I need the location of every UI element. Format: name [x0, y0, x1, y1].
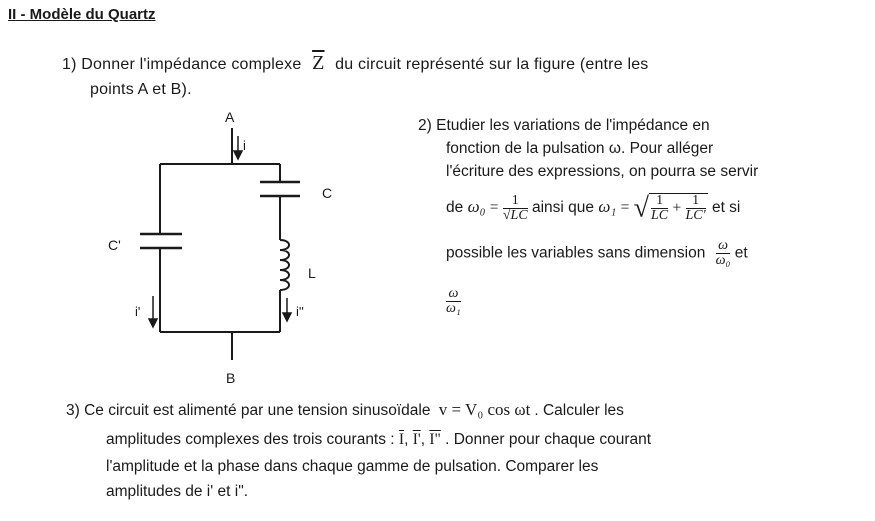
q2-text-5: possible les variables sans dimension — [446, 244, 706, 262]
frac-lc-den: LC — [651, 208, 669, 223]
capacitor-c-prime — [140, 234, 182, 248]
q2-line-6 — [418, 287, 843, 316]
q2-line-3: l'écriture des expressions, on pourra se servir — [446, 163, 759, 180]
q3-line-3: l'amplitude et la phase dans chaque gamme de pulsation. Comparer les — [106, 458, 599, 475]
question-3 — [66, 395, 846, 504]
capacitor-c-prime-label: C' — [108, 237, 121, 253]
q2-number: 2) — [418, 117, 432, 134]
capacitor-c-label: C — [322, 185, 333, 201]
ratio-w-w1 — [446, 287, 461, 316]
omega0-lc: LC — [510, 207, 528, 223]
current-amplitude-i-double-prime: I" — [429, 431, 441, 448]
inductor-l — [280, 240, 289, 290]
frac-lc — [651, 194, 668, 223]
ratio-w-w0 — [716, 239, 731, 268]
omega1-symbol: ω₁ — [598, 197, 617, 217]
q2-etsi: et si — [711, 199, 741, 217]
current-i-label: i — [243, 138, 246, 153]
current-amplitude-i: $\overline{I}$ — [398, 431, 405, 448]
q2-text-1: Etudier les variations de l'impédance en — [436, 117, 710, 134]
quartz-circuit-diagram — [100, 100, 400, 395]
node-a-label: A — [225, 109, 235, 125]
q3-text-1b: . Calculer les — [534, 402, 624, 419]
omega1-radicand — [649, 193, 708, 223]
q2-line-1 — [418, 114, 843, 137]
q3-line-2: amplitudes complexes des trois courants : $\overline{I}$, I', I" . Donner pour chaque courant — [106, 431, 652, 448]
frac-lcp-num: 1 — [686, 194, 706, 209]
q1-line-2: points A et B). — [90, 81, 192, 98]
q2-et: et — [734, 244, 748, 262]
ratio-w-w1-num: ω — [446, 287, 461, 302]
omega0-symbol: ω₀ — [467, 197, 486, 217]
q2-line-5 — [418, 239, 843, 273]
q1-text-a: Donner l'impédance complexe — [81, 56, 302, 73]
q3-line-4: amplitudes de i' et i". — [106, 483, 249, 500]
capacitor-c — [260, 182, 300, 196]
q3-text-2b: . Donner pour chaque courant — [445, 431, 652, 448]
frac-lc-num: 1 — [651, 194, 668, 209]
section-title: II - Modèle du Quartz — [8, 6, 156, 23]
inductor-l-label: L — [308, 265, 316, 281]
voltage-formula: v = V₀ cos ωt — [438, 400, 531, 419]
impedance-symbol: $\overline{Z}$ — [312, 52, 325, 74]
q1-text-b: du circuit représenté sur la figure (entre les — [335, 56, 649, 73]
q2-line-4: de ω₀ = $\frac{1}{√LC}$ ainsi que ω₁ = √ $\frac{1}{LC}$ + $\frac{1}{LC'}$ et si — [446, 192, 741, 224]
ratio-w-w0-den: ω₀ — [715, 253, 731, 268]
node-b-label: B — [226, 370, 236, 386]
current-i-prime-label: i' — [135, 304, 141, 319]
frac-lcp — [686, 194, 706, 223]
q3-line-1 — [66, 395, 846, 425]
q3-number: 3) — [66, 402, 80, 419]
frac-lcp-den: LC' — [685, 208, 706, 223]
q2-de: de — [446, 199, 464, 217]
q2-ainsi: ainsi que — [531, 199, 595, 217]
omega0-fraction — [503, 194, 528, 223]
current-amplitude-i-prime: I' — [412, 431, 421, 448]
q3-text-2a: amplitudes complexes des trois courants : — [106, 431, 395, 448]
ratio-w-w1-den: ω₁ — [446, 301, 461, 316]
question-1 — [62, 51, 842, 102]
question-2 — [418, 114, 843, 316]
q3-text-1a: Ce circuit est alimenté par une tension sinusoïdale — [84, 402, 431, 419]
omega0-den: √LC — [502, 207, 528, 223]
ratio-w-w0-num: ω — [716, 239, 731, 254]
current-i-double-prime-label: i'' — [296, 304, 304, 319]
q1-line-1 — [62, 51, 842, 77]
omega0-num: 1 — [503, 194, 528, 209]
q2-line-2: fonction de la pulsation ω. Pour alléger — [446, 140, 714, 157]
plus-sign: + — [672, 199, 682, 217]
sqrt-sign: √ — [633, 192, 650, 224]
equals-sign: = — [489, 199, 499, 217]
q1-number: 1) — [62, 56, 77, 73]
